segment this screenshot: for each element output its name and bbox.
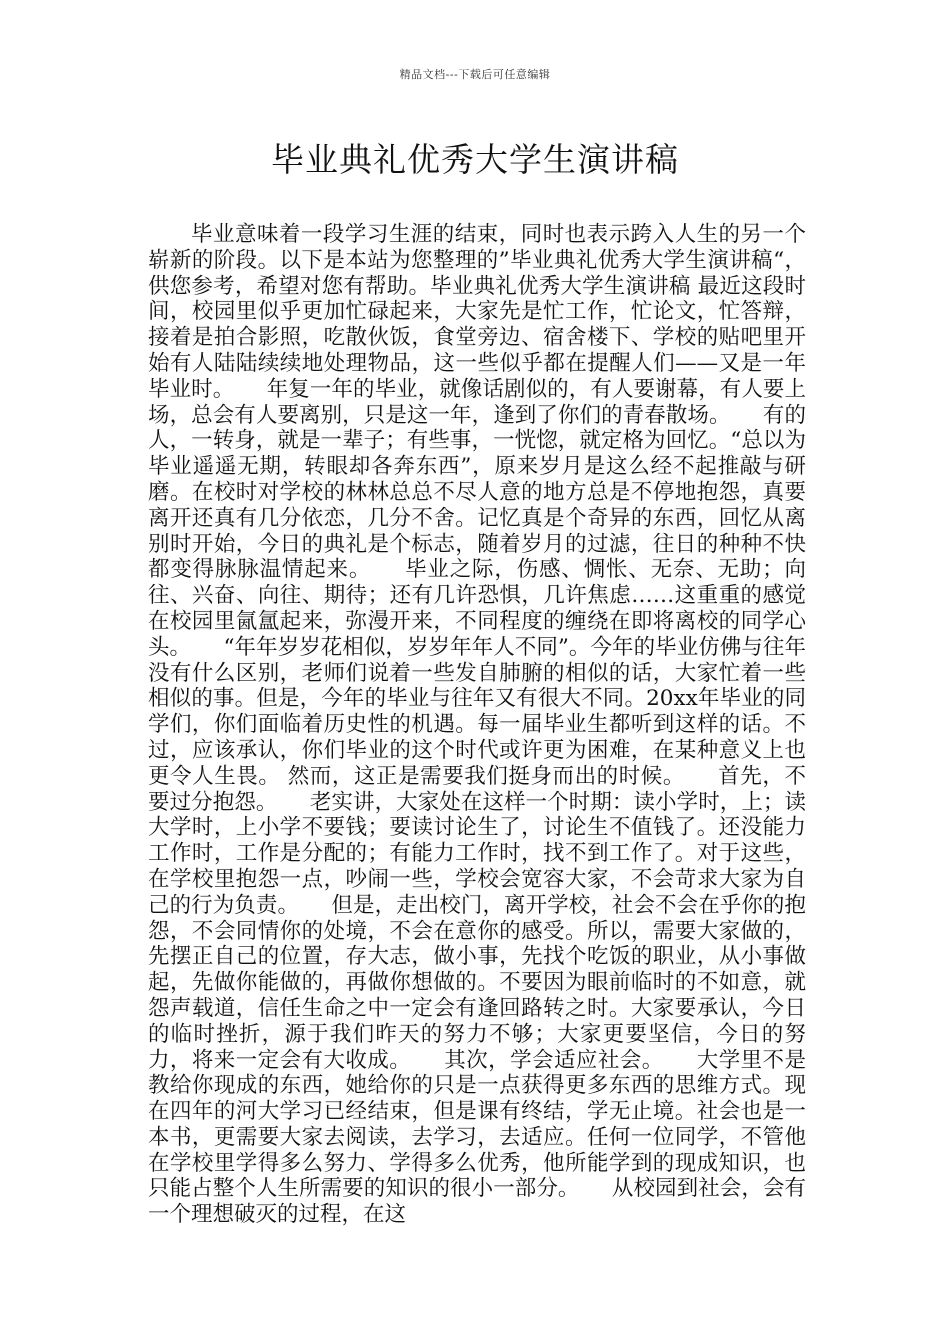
document-title: 毕业典礼优秀大学生演讲稿 (271, 140, 679, 179)
document-body: 毕业意味着一段学习生涯的结束，同时也表示跨入人生的另一个崭新的阶段。以下是本站为您整理的”毕业典礼优秀大学生演讲稿“，供您参考，希望对您有帮助。毕业典礼优秀大学生演讲稿 最近这段时间，校园里似乎更加忙碌起来，大家先是忙工作，忙论文，忙答辩，接着是拍合影照，吃散伙饭，食堂旁边、宿舍楼下、学校的贴吧里开始有人陆陆续续地处理物品，这一些似乎都在提醒人们——又是一年毕业时。 年复一年的毕业，就像话剧似的，有人要谢幕，有人要上场，总会有人要离别，只是这一年，逢到了你们的青春散场。 有的人，一转身，就是一辈子；有些事，一恍惚，就定格为回忆。“总以为毕业遥遥无期，转眼却各奔东西”，原来岁月是这么经不起推敲与研磨。在校时对学校的林林总总不尽人意的地方总是不停地抱怨，真要离开还真有几分依恋，几分不舍。记忆真是个奇异的东西，回忆从离别时开始，今日的典礼是个标志，随着岁月的过滤，往日的种种不快都变得脉脉温情起来。 毕业之际，伤感、惆怅、无奈、无助；向往、兴奋、向往、期待；还有几许恐惧，几许焦虑……这重重的感觉在校园里氤氲起来，弥漫开来，不同程度的缠绕在即将离校的同学心头。 “年年岁岁花相似，岁岁年年人不同”。今年的毕业仿佛与往年没有什么区别，老师们说着一些发自肺腑的相似的话，大家忙着一些相似的事。但是，今年的毕业与往年又有很大不同。20xx年毕业的同学们，你们面临着历史性的机遇。每一届毕业生都听到这样的话。不过，应该承认，你们毕业的这个时代或许更为困难，在某种意义上也更令人生畏。 然而，这正是需要我们挺身而出的时候。 首先，不要过分抱怨。 老实讲，大家处在这样一个时期：读小学时，上；读大学时，上小学不要钱；要读讨论生了，讨论生不值钱了。还没能力工作时，工作是分配的；有能力工作时，找不到工作了。对于这些，在学校里抱怨一点，吵闹一些，学校会宽容大家，不会苛求大家为自己的行为负责。 但是，走出校门，离开学校，社会不会在乎你的抱怨，不会同情你的处境，不会在意你的感受。所以，需要大家做的，先摆正自己的位置，存大志，做小事，先找个吃饭的职业，从小事做起，先做你能做的，再做你想做的。不要因为眼前临时的不如意，就怨声载道，信任生命之中一定会有逢回路转之时。大家要承认，今日的临时挫折，源于我们昨天的努力不够；大家更要坚信，今日的努力，将来一定会有大收成。 其次，学会适应社会。 大学里不是教给你现成的东西，她给你的只是一点获得更多东西的思维方式。现在四年的河大学习已经结束，但是课有终结，学无止境。社会也是一本书，更需要大家去阅读，去学习，去适应。任何一位同学，不管他在学校里学得多么努力、学得多么优秀，他所能学到的现成知识，也只能占整个人生所需要的知识的很小一部分。 从校园到社会，会有一个理想破灭的过程，在这 (148, 222, 806, 1228)
header-note: 精品文档---下载后可任意编辑 (399, 68, 551, 81)
